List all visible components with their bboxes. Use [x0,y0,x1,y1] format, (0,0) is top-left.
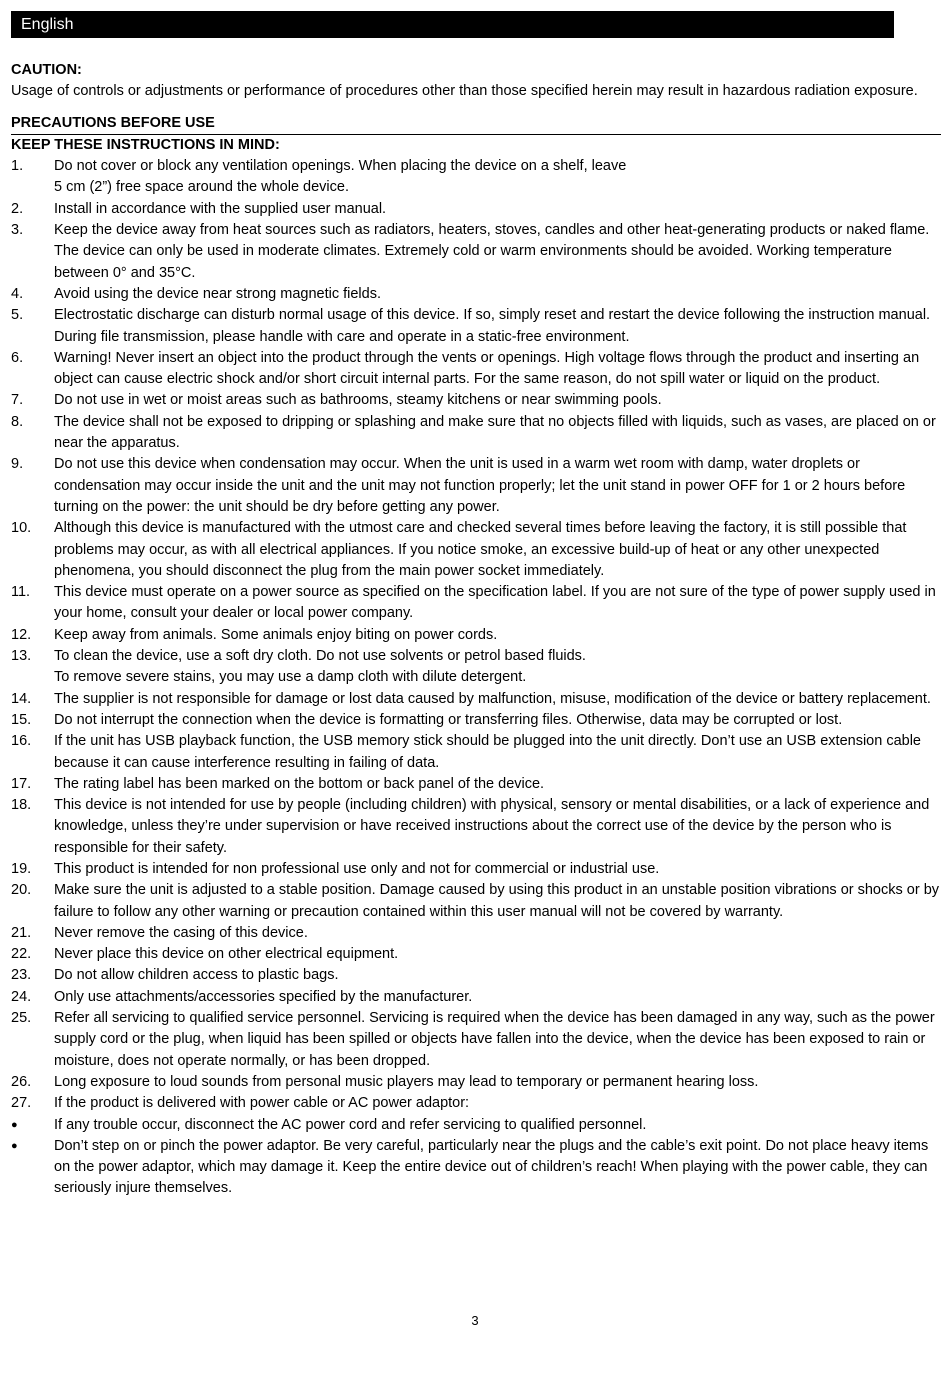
list-item-number: 26. [11,1073,32,1090]
list-item-number: 2. [11,200,24,217]
list-item-text [54,305,941,348]
list-item-number: 22. [11,946,32,963]
list-item-number: 6. [11,349,24,366]
list-item [11,625,941,646]
list-item [11,1093,941,1114]
list-item [11,305,941,348]
list-item-text [54,582,941,625]
list-item-text [54,880,941,923]
list-item-text [54,923,941,944]
list-item-text [54,1072,941,1093]
list-item-text [54,774,941,795]
list-item-line: Electrostatic discharge can disturb normal usage of this device. If so, simply reset and restart the device following the instruction manual. During file transmission, please handle with care and operate in a static-free environment. [54,307,931,345]
list-item-text [54,348,941,391]
list-item-line: The rating label has been marked on the bottom or back panel of the device. [54,775,545,792]
list-item-number: 7. [11,392,24,409]
list-item-number: 8. [11,413,24,430]
list-item [11,1008,941,1072]
list-item [11,880,941,923]
language-label: English [21,16,74,33]
list-item-text [54,1093,941,1114]
list-item [11,795,941,859]
list-item-number: 13. [11,648,32,665]
list-item-text [54,710,941,731]
list-item-line: Only use attachments/accessories specified by the manufacturer. [54,988,473,1005]
list-item-text [54,220,941,284]
bullet-icon: ● [11,1118,18,1131]
list-item-text [54,199,941,220]
list-item-line: 5 cm (2”) free space around the whole device. [54,179,349,196]
list-item-line: Avoid using the device near strong magnetic fields. [54,285,381,302]
list-item-number: 14. [11,690,32,707]
list-item-line: If the product is delivered with power cable or AC power adaptor: [54,1095,470,1112]
list-item-text [54,156,941,199]
list-item-line: This product is intended for non professional use only and not for commercial or industrial use. [54,860,660,877]
list-item-line: Do not use in wet or moist areas such as bathrooms, steamy kitchens or near swimming pools. [54,392,662,409]
list-item-number: 3. [11,222,24,239]
list-item [11,156,941,199]
list-item [11,774,941,795]
list-item-line: Do not interrupt the connection when the device is formatting or transferring files. Otherwise, data may be corrupted or lost. [54,711,843,728]
bullet-text: If any trouble occur, disconnect the AC power cord and refer servicing to qualified personnel. [54,1116,647,1133]
list-item [11,582,941,625]
list-item [11,518,941,582]
caution-heading: CAUTION: [11,62,82,78]
precautions-list [11,156,941,1114]
list-item-line: If the unit has USB playback function, the USB memory stick should be plugged into the unit directly. Don’t use an USB extension cable because it can cause interference resulting in failing of data. [54,733,921,771]
list-item [11,646,941,689]
list-item-number: 4. [11,285,24,302]
list-item [11,923,941,944]
list-item-text [54,1008,941,1072]
list-item-line: Refer all servicing to qualified service personnel. Servicing is required when the device has been damaged in any way, such as the power supply cord or the plug, when liquid has been spilled or objects have fallen into the device, when the device has been exposed to rain or moisture, does not operate normally, or has been dropped. [54,1010,935,1069]
list-item-line: Never place this device on other electrical equipment. [54,946,399,963]
list-item-text [54,689,941,710]
list-item [11,1072,941,1093]
list-item-number: 24. [11,988,32,1005]
list-item-line: This device must operate on a power source as specified on the specification label. If you are not sure of the type of power supply used in your home, consult your dealer or local power company. [54,584,936,622]
list-item-number: 20. [11,882,32,899]
list-item-line: Although this device is manufactured with the utmost care and checked several times before leaving the factory, it is still possible that problems may occur, as with all electrical appliances. If you notice smoke, an excessive build-up of heat or any other unexpected phenomena, you should disconnect the plug from the main power socket immediately. [54,520,907,579]
list-item [11,412,941,455]
list-item-number: 19. [11,860,32,877]
list-item-line: This device is not intended for use by people (including children) with physical, sensory or mental disabilities, or a lack of experience and knowledge, unless they’re under supervision or have received instructions about the correct use of the device by the person who is responsible for their safety. [54,797,930,856]
list-item [11,965,941,986]
precautions-subheading: KEEP THESE INSTRUCTIONS IN MIND: [11,136,280,153]
list-item-text [54,859,941,880]
list-item [11,944,941,965]
list-item-number: 25. [11,1010,32,1027]
list-item-number: 12. [11,626,32,643]
bullet-text: Don’t step on or pinch the power adaptor. Be very careful, particularly near the plugs and the cable’s exit point. Do not place heavy items on the power adaptor, which may damage it. Keep the entire device out of children’s reach! When playing with the power cable, they can seriously injure themselves. [54,1137,929,1197]
list-item-text [54,284,941,305]
list-item-number: 16. [11,733,32,750]
list-item-line: Long exposure to loud sounds from personal music players may lead to temporary or permanent hearing loss. [54,1073,759,1090]
list-item-number: 15. [11,711,32,728]
list-item-number: 27. [11,1095,32,1112]
list-item-number: 1. [11,158,24,175]
document-body [11,60,941,1200]
list-item-number: 9. [11,456,24,473]
list-item [11,710,941,731]
list-item-line: Do not cover or block any ventilation openings. When placing the device on a shelf, leave [54,158,627,175]
list-item-text [54,944,941,965]
list-item-line: Keep the device away from heat sources such as radiators, heaters, stoves, candles and other heat-generating products or naked flame. The device can only be used in moderate climates. Extremely cold or warm environments should be avoided. Working temperature between 0° and 35°C. [54,222,930,281]
list-item [11,348,941,391]
list-item-line: Do not allow children access to plastic bags. [54,967,339,984]
list-item [11,220,941,284]
list-item-text [54,965,941,986]
list-item-text [54,987,941,1008]
list-item-text [54,731,941,774]
list-item-line: Make sure the unit is adjusted to a stable position. Damage caused by using this product in an unstable position vibrations or shocks or by failure to follow any other warning or precaution contained within this user manual will not be covered by warranty. [54,882,940,920]
bullet-icon: ● [11,1139,18,1152]
list-item-line: To clean the device, use a soft dry cloth. Do not use solvents or petrol based fluids. [54,648,586,665]
list-item-text [54,646,941,689]
list-item-number: 21. [11,924,32,941]
list-item-text [54,454,941,518]
power-adaptor-bullet-list [11,1115,941,1200]
list-item-text [54,390,941,411]
list-item [11,731,941,774]
list-item-number: 18. [11,797,32,814]
precautions-heading: PRECAUTIONS BEFORE USE [11,113,941,135]
list-item [11,689,941,710]
list-item [11,284,941,305]
list-item-line: To remove severe stains, you may use a damp cloth with dilute detergent. [54,669,527,686]
list-item [11,390,941,411]
list-item-line: Install in accordance with the supplied user manual. [54,200,387,217]
list-item [11,987,941,1008]
list-item-text [54,625,941,646]
list-item-number: 23. [11,967,32,984]
list-item-line: The supplier is not responsible for damage or lost data caused by malfunction, misuse, modification of the device or battery replacement. [54,690,931,707]
list-item [11,199,941,220]
list-item [11,454,941,518]
list-item-number: 17. [11,775,32,792]
list-item-text [54,412,941,455]
list-item-text [54,518,941,582]
language-header-bar [11,11,894,38]
list-item-line: Warning! Never insert an object into the product through the vents or openings. High voltage flows through the product and inserting an object can cause electric shock and/or short circuit internal parts. For the same reason, do not spill water or liquid on the product. [54,349,920,388]
page-number: 3 [471,1313,479,1328]
list-item-line: Do not use this device when condensation may occur. When the unit is used in a warm wet room with damp, water droplets or condensation may occur inside the unit and the unit may not function properly; let the unit stand in power OFF for 1 or 2 hours before turning on the power: the unit should be dry before getting any power. [54,456,906,515]
bullet-item [11,1136,941,1200]
list-item-number: 11. [11,584,31,601]
list-item-line: Never remove the casing of this device. [54,924,308,941]
list-item-number: 5. [11,307,24,324]
list-item [11,859,941,880]
list-item-text [54,795,941,859]
list-item-line: The device shall not be exposed to dripping or splashing and make sure that no objects filled with liquids, such as vases, are placed on or near the apparatus. [54,413,936,452]
caution-text: Usage of controls or adjustments or performance of procedures other than those specified herein may result in hazardous radiation exposure. [11,83,918,100]
bullet-item [11,1115,941,1136]
list-item-number: 10. [11,520,32,537]
list-item-line: Keep away from animals. Some animals enjoy biting on power cords. [54,626,498,643]
